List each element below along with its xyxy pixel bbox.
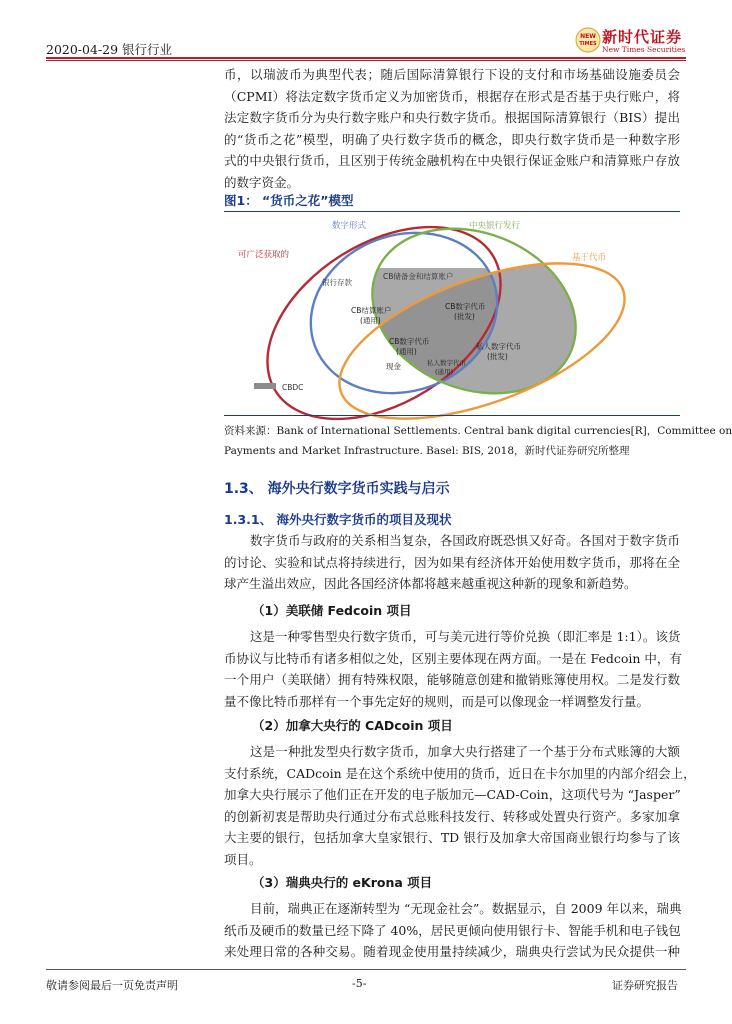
text-line: 的讨论、实验和试点将持续进行，因为如果有经济体开始使用数字货币，那将在全	[224, 554, 680, 570]
figure-title: 图1： “货币之花”模型	[224, 193, 354, 208]
text-line: 币协议与比特币有诸多相似之处，区别主要体现在两方面。一是在 Fedcoin 中，有	[224, 650, 682, 666]
figure-source	[224, 421, 732, 461]
label-widely-accessible: 可广泛获取的	[238, 250, 290, 260]
intro-paragraph	[224, 64, 680, 194]
label-cb-reserves: CB储备金和结算账户	[383, 272, 454, 281]
text-line: 这是一种零售型央行数字货币，可与美元进行等价兑换（即汇率是 1:1）。该货	[250, 629, 681, 644]
label-private-token-wholesale: 私人数字代币	[476, 342, 521, 351]
header-divider-thin	[46, 60, 686, 61]
text-line: 球产生溢出效应，因此各国经济体都将越来越重视这种新的现象和新趋势。	[224, 576, 637, 592]
svg-text:NEW: NEW	[580, 33, 596, 40]
label-cb-token-wholesale: CB数字代币	[445, 302, 486, 311]
figure-top-rule	[224, 211, 680, 212]
label-cb-token-wholesale-sub: (批发)	[454, 312, 475, 321]
text-line: 的创新初衷是帮助央行通过分布式总账科技发行、转移或处置央行资产。多家加拿	[224, 808, 680, 824]
text-line: 项目。	[224, 851, 262, 867]
logo-mark-icon	[574, 26, 602, 54]
cadcoin-paragraph	[224, 741, 696, 871]
text-line: 这是一种批发型央行数字货币，加拿大央行搭建了一个基于分布式账簿的大额	[250, 744, 680, 759]
label-cash: 现金	[386, 362, 401, 371]
section-intro-paragraph	[224, 530, 680, 595]
label-central-bank: 中央银行发行	[469, 221, 521, 231]
footer-report-type: 证券研究报告	[612, 979, 678, 992]
text-line: 来处理日常的各种交易。随着现金使用量持续减少，瑞典央行尝试为民众提供一种	[224, 944, 680, 960]
label-bank-deposits: 银行存款	[322, 278, 352, 287]
source-line: Payments and Market Infrastructure. Basel: BIS, 2018，新时代证券研究所整理	[224, 445, 630, 457]
text-line: 加拿大央行展示了他们正在开发的电子版加元—CAD-Coin，这项代号为 “Jasper”	[224, 787, 681, 803]
label-cb-settlement: CB结算账户	[351, 306, 392, 315]
page-number: -5-	[352, 977, 367, 990]
subsection-heading: 1.3.1、 海外央行数字货币的项目及现状	[224, 512, 452, 527]
money-flower-diagram	[224, 213, 680, 413]
text-line: 的数字资金。	[224, 174, 300, 190]
label-private-token-general-sub: (通用)	[435, 368, 454, 376]
cadcoin-heading: （2）加拿大央行的 CADcoin 项目	[252, 718, 453, 733]
company-logo	[574, 26, 684, 56]
label-private-token-general: 私人数字代币	[427, 359, 466, 367]
ekrona-heading: （3）瑞典央行的 eKrona 项目	[252, 875, 433, 890]
legend-cbdc: CBDC	[282, 383, 304, 392]
text-line: 纸币及硬币的数量已经下降了 40%，居民更倾向使用银行卡、智能手机和电子钱包	[224, 922, 681, 938]
text-line: （CPMI）将法定数字货币定义为加密货币，根据存在形式是否基于央行账户，将	[224, 88, 680, 104]
source-line: 资料来源：Bank of International Settlements. Central bank digital currencies[R]，Committee on	[224, 425, 732, 437]
text-line: 式的中央银行货币，且区别于传统金融机构在中央银行保证金账户和清算账户存放	[224, 153, 680, 169]
label-token-based: 基于代币	[572, 253, 607, 263]
ekrona-paragraph	[224, 898, 680, 963]
text-line: 大主要的银行，包括加拿大皇家银行、TD 银行及加拿大帝国商业银行均参与了该	[224, 830, 680, 846]
logo-english-name: New Times Securities	[602, 45, 686, 54]
text-line: 币，以瑞波币为典型代表；随后国际清算银行下设的支付和市场基础设施委员会	[224, 67, 680, 82]
text-line: 目前，瑞典正在逐渐转型为 “无现金社会”。数据显示，自 2009 年以来，瑞典	[250, 901, 682, 916]
header-divider	[46, 57, 686, 59]
text-line: 数字货币与政府的关系相当复杂，各国政府既恐惧又好奇。各国对于数字货币	[250, 533, 680, 548]
text-line: 量不像比特币那样有一个事先定好的规则，而是可以像现金一样调整发行量。	[224, 693, 650, 709]
svg-text:TIMES: TIMES	[579, 41, 597, 47]
label-cb-token-general: CB数字代币	[389, 337, 430, 346]
fedcoin-paragraph	[224, 626, 680, 712]
footer-divider	[46, 969, 686, 970]
header-date-sector: 2020-04-29 银行行业	[46, 42, 173, 57]
label-cb-token-general-sub: (通用)	[396, 347, 417, 356]
logo-chinese-name: 新时代证券	[602, 28, 683, 46]
text-line: 一个用户（美联储）拥有特殊权限，能够随意创建和撤销账簿使用权。二是发行数	[224, 672, 680, 688]
footer-disclaimer-note: 敬请参阅最后一页免责声明	[46, 979, 178, 992]
fedcoin-heading: （1）美联储 Fedcoin 项目	[252, 603, 412, 618]
text-line: 的“货币之花”模型，明确了央行数字货币的概念，即央行数字货币是一种数字形	[224, 131, 680, 147]
text-line: 法定数字货币分为央行数字账户和央行数字货币。根据国际清算银行（BIS）提出	[224, 110, 680, 126]
legend-swatch	[254, 383, 276, 389]
figure-bottom-rule	[224, 415, 680, 416]
section-heading: 1.3、 海外央行数字货币实践与启示	[224, 481, 450, 497]
text-line: 支付系统，CADcoin 是在这个系统中使用的货币，近日在卡尔加里的内部介绍会上，	[224, 765, 696, 781]
label-digital-form: 数字形式	[332, 221, 367, 231]
label-private-token-wholesale-sub: (批发)	[487, 352, 508, 361]
label-cb-settlement-sub: (通用)	[360, 316, 381, 325]
